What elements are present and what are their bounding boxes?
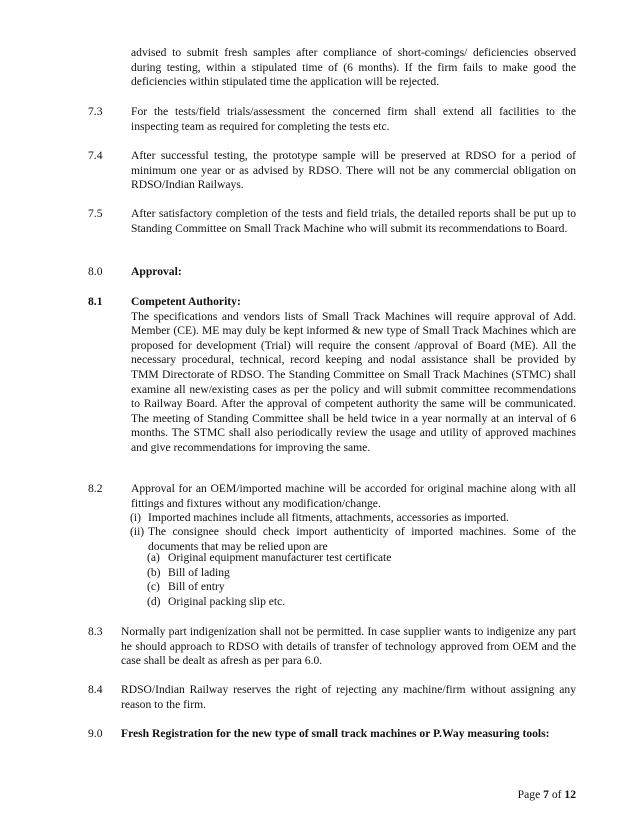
list-item-b	[147, 566, 576, 581]
paragraph-text: For the tests/field trials/assessment the concerned firm shall extend all facilities to the inspecting team as required for completing the tests etc.	[131, 105, 576, 133]
list-item-d	[147, 595, 576, 610]
paragraph-text: After satisfactory completion of the tests and field trials, the detailed reports shall be put up to Standing Committee on Small Track Machine who will submit its recommendations to Board.	[131, 207, 576, 235]
document-page: advised to submit fresh samples after compliance of short-comings/ deficiencies observed during testing, within a stipulated time of (6 months). If the firm fails to make good the deficiencies within stipulated time the application will be rejected. 7.3 For the tests/field trials/assessment the concerned firm shall extend all facilities to the inspecting team as required for completing the tests etc. 7.4 After successful testing, the prototype sample will be preserved at RDSO for a period of minimum one year or as advised by RDSO. There will not be any commercial obligation on RDSO/Indian Railways. 7.5 After satisfactory completion of the tests and field trials, the detailed reports shall be put up to Standing Committee on Small Track Machine who will submit its recommendations to Board. 8.0 Approval: 8.1 Competent Authority: The specifications and vendors lists of Small Track Machines will require approval of Add. Member (CE). ME may duly be kept informed & new type of Small Track Machines which are proposed for development (Trial) will require the consent /approval of Board (ME). All the necessary procedural, technical, record keeping and nodal assistance shall be provided by TMM Directorate of RDSO. The Standing Committee on Small Track Machines (STMC) shall examine all new/existing cases as per the policy and will submit committee recommendations to Railway Board. After the approval of competent authority the same will be communicated. The meeting of Standing Committee shall be held twice in a year normally at an interval of 6 months. The STMC shall also periodically review the usage and utility of approved machines and give recommendations for improving the same. 8.2 Approval for an OEM/imported machine will be accorded for original machine along with all fittings and fixtures without any modification/change. (i) Imported machines include all fitments, attachments, accessories as imported. (ii) The consignee should check import authenticity of imported machines. Some of the documents that may be relied upon are (a) Original equipment manufacturer test certificate (b) Bill of lading (c) Bill of entry (d) Original packing slip etc. 8.3 Normally part indigenization shall not be permitted. In case supplier wants to indigenize any part he should approach to RDSO with details of transfer of technology approved from OEM and the case shall be dealt as afresh as per para 6.0. 8.4 RDSO/Indian Railway reserves the right of rejecting any machine/firm without assigning any reason to the firm. 9.0 Fresh Registration for the new type of small track machines or P.Way measuring tools: Page 7 of 12	[88, 46, 576, 801]
section-number: 9.0	[88, 727, 103, 740]
page-footer	[518, 788, 576, 803]
list-item-c	[147, 580, 576, 595]
paragraph-text: Approval for an OEM/imported machine will be accorded for original machine along with all fittings and fixtures without any modification/change.	[131, 482, 576, 510]
list-item-a	[147, 551, 576, 566]
current-page-number: 7	[543, 788, 549, 801]
list-marker: (c)	[147, 580, 160, 593]
list-text: Original equipment manufacturer test certificate	[168, 551, 392, 564]
section-number: 8.1	[88, 295, 103, 308]
list-item-ii	[130, 525, 576, 554]
section-heading: Approval:	[131, 265, 182, 278]
paragraph-text: After successful testing, the prototype sample will be preserved at RDSO for a period of minimum one year or as advised by RDSO. There will not be any commercial obligation on RDSO/Indian Railways.	[131, 149, 576, 192]
list-marker: (d)	[147, 595, 161, 608]
paragraph-text: The specifications and vendors lists of Small Track Machines will require approval of Add. Member (CE). ME may duly be kept informed & new type of Small Track Machines which are proposed for development (Trial) will require the consent /approval of Board (ME). All the necessary procedural, technical, record keeping and nodal assistance shall be provided by TMM Directorate of RDSO. The Standing Committee on Small Track Machines (STMC) shall examine all new/existing cases as per the policy and will submit committee recommendations to Railway Board. After the approval of competent authority the same will be communicated. The meeting of Standing Committee shall be held twice in a year normally at an interval of 6 months. The STMC shall also periodically review the usage and utility of approved machines and give recommendations for improving the same.	[131, 309, 576, 454]
paragraph-text: Normally part indigenization shall not be permitted. In case supplier wants to indigenize any part he should approach to RDSO with details of transfer of technology approved from OEM and the case shall be dealt as afresh as per para 6.0.	[121, 625, 576, 668]
list-text: Bill of entry	[168, 580, 225, 593]
paragraph-text: RDSO/Indian Railway reserves the right of rejecting any machine/firm without assigning any reason to the firm.	[121, 683, 576, 711]
section-number: 8.0	[88, 265, 103, 278]
paragraph-number: 7.4	[88, 149, 103, 162]
page-label: Page	[517, 788, 541, 801]
paragraph-number: 8.2	[88, 482, 103, 495]
total-pages-number: 12	[564, 788, 576, 801]
section-heading: Fresh Registration for the new type of small track machines or P.Way measuring tools:	[121, 727, 550, 740]
list-text: Bill of lading	[168, 566, 230, 579]
list-text: The consignee should check import authenticity of imported machines. Some of the documents that may be relied upon are	[148, 525, 576, 553]
paragraph-number: 7.5	[88, 207, 103, 220]
list-item-i	[130, 511, 576, 526]
list-marker: (i)	[130, 511, 141, 524]
list-text: Imported machines include all fitments, attachments, accessories as imported.	[148, 511, 509, 524]
paragraph-number: 8.3	[88, 625, 103, 638]
page-of-label: of	[551, 788, 562, 801]
list-marker: (ii)	[130, 525, 145, 538]
list-marker: (b)	[147, 566, 161, 579]
paragraph-number: 8.4	[88, 683, 103, 696]
list-marker: (a)	[147, 551, 160, 564]
paragraph-number: 7.3	[88, 105, 103, 118]
list-text: Original packing slip etc.	[168, 595, 286, 608]
section-heading: Competent Authority:	[131, 295, 241, 308]
